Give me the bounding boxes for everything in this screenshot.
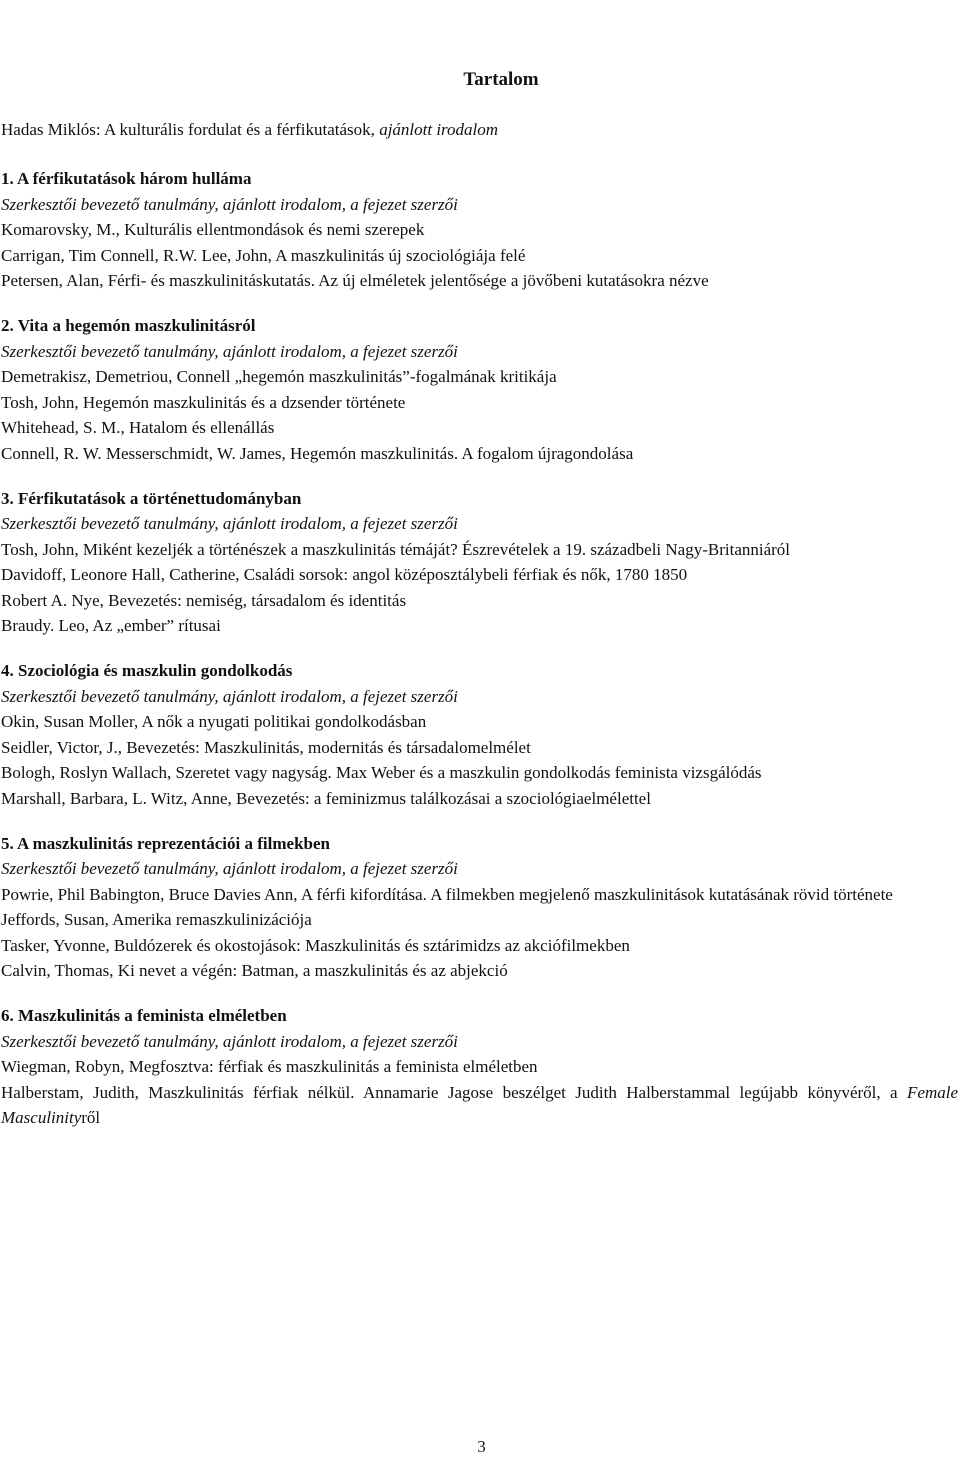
- section-heading: 3. Férfikutatások a történettudományban: [1, 488, 302, 508]
- entry: Petersen, Alan, Férfi- és maszkulinitáskutatás. Az új elméletek jelentősége a jövőbeni kutatásokra nézve: [1, 271, 709, 290]
- section-heading: 2. Vita a hegemón maszkulinitásról: [1, 316, 256, 335]
- entry: Tasker, Yvonne, Buldózerek és okostojások: Maszkulinitás és sztárimidzs az akciófilmekben: [1, 935, 630, 955]
- section-3: [1, 486, 958, 639]
- section-subtitle: Szerkesztői bevezető tanulmány, ajánlott irodalom, a fejezet szerzői: [1, 514, 458, 533]
- section-subtitle: Szerkesztői bevezető tanulmány, ajánlott irodalom, a fejezet szerzői: [1, 1031, 458, 1051]
- section-subtitle: Szerkesztői bevezető tanulmány, ajánlott irodalom, a fejezet szerzői: [1, 194, 458, 214]
- section-subtitle: Szerkesztői bevezető tanulmány, ajánlott irodalom, a fejezet szerzői: [1, 859, 458, 878]
- entry: Calvin, Thomas, Ki nevet a végén: Batman, a maszkulinitás és az abjekció: [1, 961, 508, 980]
- entry: Braudy. Leo, Az „ember” rítusai: [1, 616, 221, 635]
- entry: Jeffords, Susan, Amerika remaszkulinizációja: [1, 910, 312, 929]
- intro-text: Hadas Miklós: A kulturális fordulat és a férfikutatások,: [1, 120, 380, 139]
- entry: Komarovsky, M., Kulturális ellentmondások és nemi szerepek: [1, 220, 425, 239]
- section-6: [1, 1003, 958, 1131]
- entry-last-italic: Female Masculinity: [1, 1082, 958, 1127]
- entry: Wiegman, Robyn, Megfosztva: férfiak és maszkulinitás a feminista elméletben: [1, 1057, 538, 1076]
- entry: Marshall, Barbara, L. Witz, Anne, Bevezetés: a feminizmus találkozásai a szociológiaelmélettel: [1, 788, 651, 808]
- entry-last-suffix: ről: [81, 1108, 101, 1127]
- entry: Connell, R. W. Messerschmidt, W. James, Hegemón maszkulinitás. A fogalom újragondolása: [1, 443, 634, 463]
- entry: Seidler, Victor, J., Bevezetés: Maszkulinitás, modernitás és társadalomelmélet: [1, 737, 531, 757]
- section-heading: 5. A maszkulinitás reprezentációi a filmekben: [1, 833, 330, 853]
- section-5: [1, 831, 958, 984]
- section-1: [1, 166, 958, 294]
- entry: Carrigan, Tim Connell, R.W. Lee, John, A maszkulinitás új szociológiája felé: [1, 245, 526, 265]
- intro-line: [1, 117, 958, 143]
- entry: Bologh, Roslyn Wallach, Szeretet vagy nagyság. Max Weber és a maszkulin gondolkodás feminista vizsgálódás: [1, 763, 762, 782]
- entry: Davidoff, Leonore Hall, Catherine, Családi sorsok: angol középosztálybeli férfiak és nők, 1780 1850: [1, 565, 688, 584]
- section-subtitle: Szerkesztői bevezető tanulmány, ajánlott irodalom, a fejezet szerzői: [1, 341, 458, 361]
- section-4: [1, 658, 958, 811]
- page-number: 3: [477, 1437, 486, 1456]
- section-2: [1, 313, 958, 466]
- section-heading: 6. Maszkulinitás a feminista elméletben: [1, 1006, 287, 1025]
- sections-list: [1, 166, 958, 1150]
- entry-last: [1, 1080, 958, 1131]
- entry: Demetrakisz, Demetriou, Connell „hegemón maszkulinitás”-fogalmának kritikája: [1, 367, 557, 386]
- entry: Whitehead, S. M., Hatalom és ellenállás: [1, 418, 275, 437]
- section-heading: 4. Szociológia és maszkulin gondolkodás: [1, 661, 293, 680]
- entry: Tosh, John, Miként kezeljék a történészek a maszkulinitás témáját? Észrevételek a 19. századbeli Nagy-Britanniáról: [1, 539, 791, 559]
- entry-last-text: Halberstam, Judith, Maszkulinitás férfiak nélkül. Annamarie Jagose beszélget Judith Halberstammal legújabb könyvéről, a: [1, 1082, 908, 1102]
- entry: Robert A. Nye, Bevezetés: nemiség, társadalom és identitás: [1, 590, 407, 610]
- page-title: Tartalom: [463, 69, 539, 90]
- section-heading: 1. A férfikutatások három hulláma: [1, 169, 252, 188]
- entry: Tosh, John, Hegemón maszkulinitás és a dzsender története: [1, 392, 406, 412]
- entry: Powrie, Phil Babington, Bruce Davies Ann, A férfi kifordítása. A filmekben megjelenő maszkulinitások kutatásának rövid története: [1, 884, 893, 904]
- intro-italic: ajánlott irodalom: [379, 120, 499, 139]
- entry: Okin, Susan Moller, A nők a nyugati politikai gondolkodásban: [1, 712, 427, 731]
- section-subtitle: Szerkesztői bevezető tanulmány, ajánlott irodalom, a fejezet szerzői: [1, 686, 458, 706]
